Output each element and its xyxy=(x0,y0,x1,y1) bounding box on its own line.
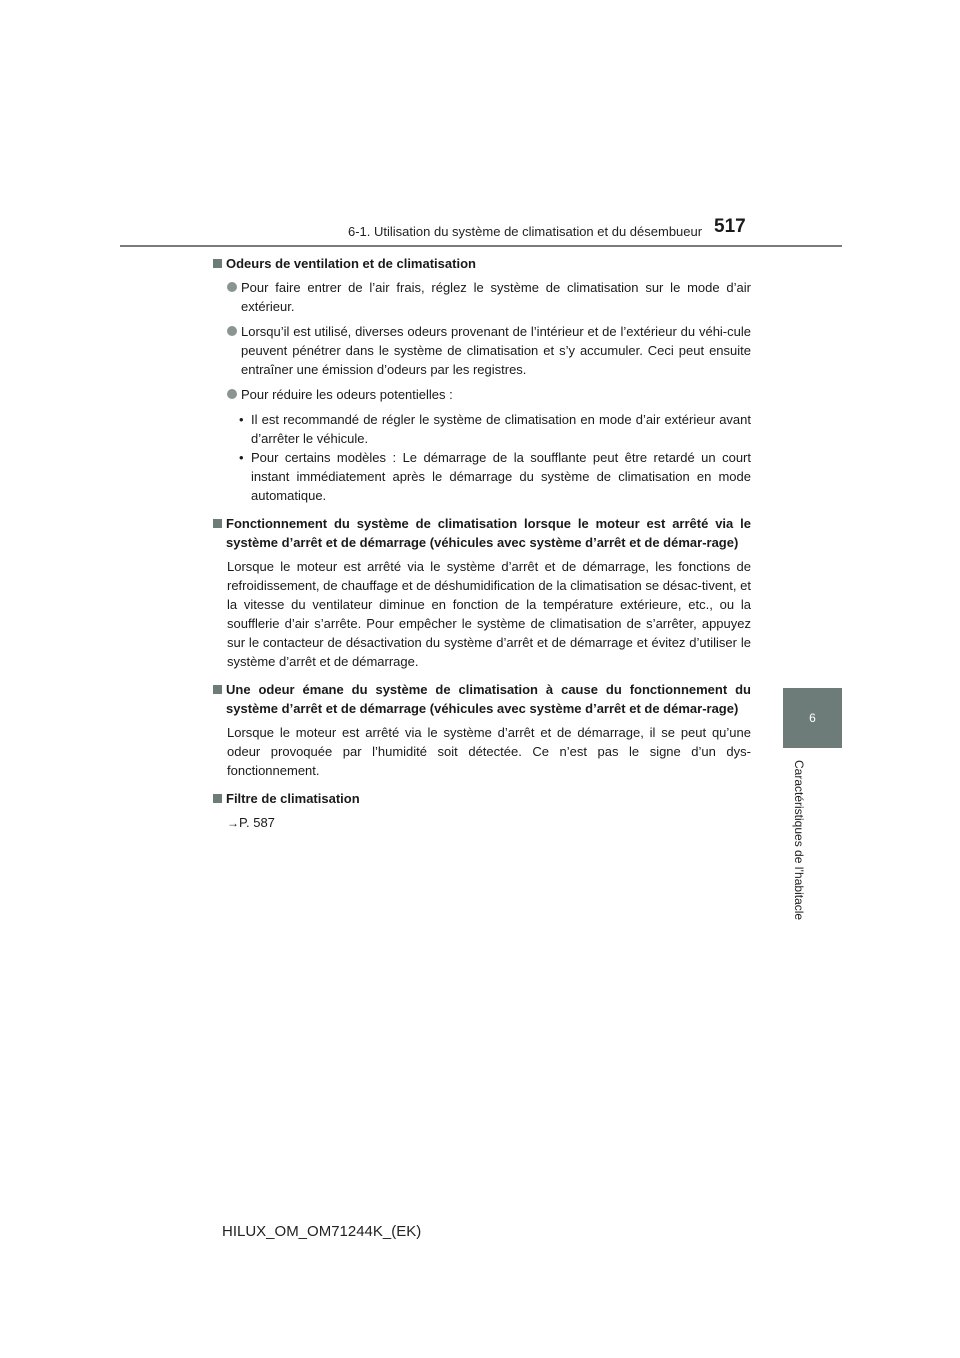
sub-list-item xyxy=(239,448,751,505)
chapter-title: Caractéristiques de l’habitacle xyxy=(792,760,806,921)
page-reference-text: P. 587 xyxy=(239,815,275,830)
page-reference-link[interactable] xyxy=(227,813,751,833)
document-code: HILUX_OM_OM71244K_(EK) xyxy=(222,1223,422,1240)
arrow-right-icon: → xyxy=(227,816,239,830)
section-ventilation-odors xyxy=(213,254,751,505)
section-heading: Odeurs de ventilation et de climatisation xyxy=(226,256,476,271)
circle-bullet-icon xyxy=(227,389,237,399)
section-air-filter xyxy=(213,789,751,833)
dot-icon: • xyxy=(239,412,244,427)
section-heading: Une odeur émane du système de climatisation à cause du fonctionnement du système d’arrêt et de démarrage (véhicules avec système d’arrêt et de démar-rage) xyxy=(226,682,751,716)
bullet-text: Lorsqu’il est utilisé, diverses odeurs provenant de l’intérieur et de l’extérieur du véhi-cule peuvent pénétrer dans le système de climatisation et s’y accumuler. Ceci peut ensuite entraîner une émission d’odeurs par les registres. xyxy=(241,324,751,377)
chapter-number: 6 xyxy=(809,711,816,725)
section-paragraph: Lorsque le moteur est arrêté via le système d’arrêt et de démarrage, il se peut qu’une odeur provoquée par l’humidité soit détectée. Ce n’est pas le signe d’un dys-fonctionnement. xyxy=(227,725,751,778)
square-bullet-icon xyxy=(213,519,222,528)
header-section-title: 6-1. Utilisation du système de climatisation et du désembueur xyxy=(348,224,703,239)
page-content xyxy=(213,254,751,842)
sub-item-text: Pour certains modèles : Le démarrage de la soufflante peut être retardé un court instant immédiatement après le démarrage du système de climatisation en mode automatique. xyxy=(251,450,751,503)
section-heading: Filtre de climatisation xyxy=(226,791,360,806)
section-paragraph: Lorsque le moteur est arrêté via le système d’arrêt et de démarrage, les fonctions de refroidissement, de chauffage et de déshumidification de la climatisation se désac-tivent, et la vitesse du ventilateur diminue en fonction de la température extérieure, etc., ou la soufflerie d’air s’arrête. Pour empêcher le système de climatisation de s’arrêter, appuyez sur le contacteur de désactivation du système d’arrêt et de démarrage et évitez d’utiliser le système d’arrêt et de démarrage. xyxy=(227,559,751,669)
square-bullet-icon xyxy=(213,259,222,268)
list-item xyxy=(213,322,751,379)
bullet-text: Pour réduire les odeurs potentielles : xyxy=(241,387,453,402)
list-item xyxy=(213,278,751,316)
list-item xyxy=(213,385,751,404)
chapter-tab xyxy=(783,688,842,748)
square-bullet-icon xyxy=(213,685,222,694)
header-divider xyxy=(120,245,842,247)
bullet-text: Pour faire entrer de l’air frais, réglez le système de climatisation sur le mode d’air extérieur. xyxy=(241,280,751,314)
section-stop-start-operation xyxy=(213,514,751,671)
dot-icon: • xyxy=(239,450,244,465)
page-number: 517 xyxy=(714,216,746,237)
section-heading: Fonctionnement du système de climatisation lorsque le moteur est arrêté via le système d’arrêt et de démarrage (véhicules avec système d’arrêt et de démar-rage) xyxy=(226,516,751,550)
sub-list xyxy=(239,410,751,505)
sub-item-text: Il est recommandé de régler le système de climatisation en mode d’air extérieur avant d’arrêter le véhicule. xyxy=(251,412,751,446)
circle-bullet-icon xyxy=(227,326,237,336)
circle-bullet-icon xyxy=(227,282,237,292)
square-bullet-icon xyxy=(213,794,222,803)
sub-list-item xyxy=(239,410,751,448)
section-stop-start-odor xyxy=(213,680,751,780)
